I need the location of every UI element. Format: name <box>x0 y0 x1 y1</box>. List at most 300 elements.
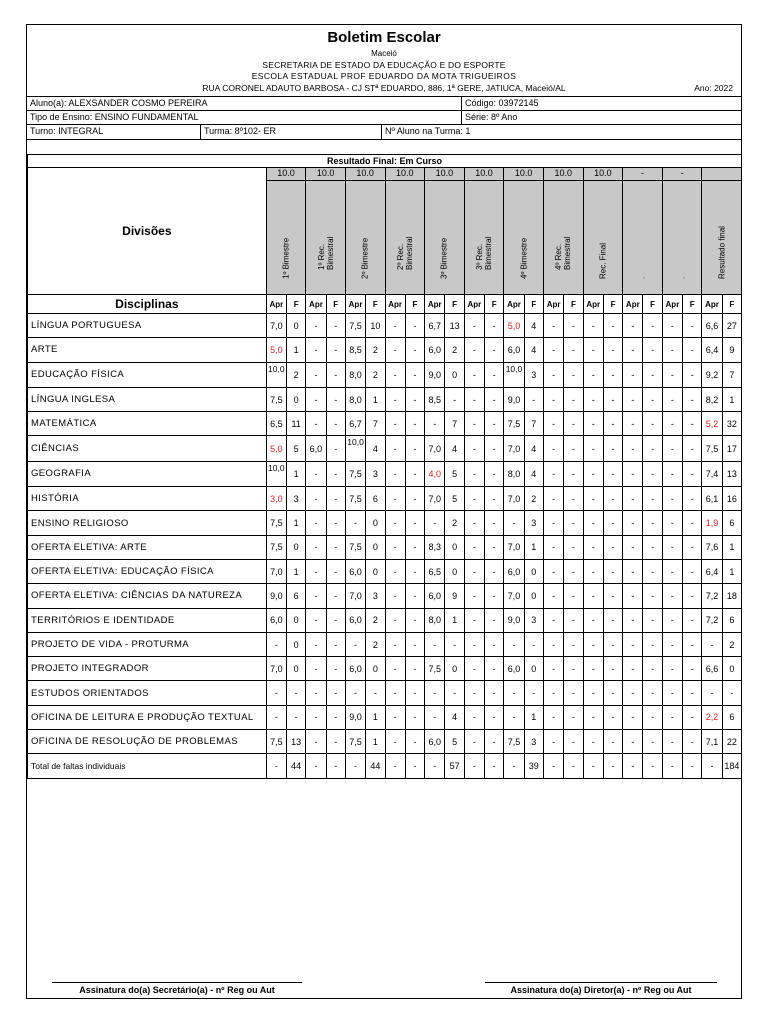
absence-cell: 5 <box>445 461 464 486</box>
absence-cell: - <box>683 436 702 461</box>
absence-cell: - <box>683 387 702 411</box>
absence-cell: - <box>564 657 583 681</box>
grade-cell: - <box>583 559 603 583</box>
absence-cell: 1 <box>286 559 305 583</box>
division-label: 2º Bimestre <box>360 237 370 279</box>
grade-cell: 6,6 <box>702 657 722 681</box>
grade-cell: 7,0 <box>504 535 524 559</box>
absence-cell: 2 <box>445 511 464 535</box>
grade-cell: - <box>623 338 643 362</box>
absence-cell: - <box>643 730 662 754</box>
absence-cell: - <box>683 511 702 535</box>
grade-cell: - <box>543 487 563 511</box>
absence-cell: - <box>485 362 504 387</box>
report-title: Boletim Escolar <box>327 29 441 46</box>
absence-cell: - <box>445 632 464 656</box>
absence-cell: - <box>683 730 702 754</box>
grade-cell: 6,0 <box>345 559 365 583</box>
absence-cell: 13 <box>445 314 464 338</box>
grade-cell: - <box>583 535 603 559</box>
grade-cell: - <box>662 487 682 511</box>
absence-cell: - <box>643 511 662 535</box>
grade-cell: - <box>543 461 563 486</box>
division-max: 10.0 <box>583 168 623 181</box>
subject-row <box>28 362 742 387</box>
grade-cell: - <box>425 412 445 436</box>
division-max: 10.0 <box>345 168 385 181</box>
absence-cell: 6 <box>722 608 741 632</box>
division-label: 1º Bimestre <box>281 237 291 279</box>
subject-row <box>28 730 742 754</box>
absence-cell: - <box>603 730 622 754</box>
absence-cell: - <box>643 632 662 656</box>
absence-cell: - <box>405 608 424 632</box>
absence-cell: - <box>485 754 504 778</box>
absence-cell: - <box>405 461 424 486</box>
absence-cell: - <box>485 535 504 559</box>
absence-cell: 4 <box>524 436 543 461</box>
apr-header: Apr <box>345 295 365 314</box>
grade-cell: - <box>583 412 603 436</box>
absence-cell: 0 <box>445 362 464 387</box>
grade-cell: 6,4 <box>702 338 722 362</box>
grade-cell: - <box>464 681 484 705</box>
absence-cell: - <box>326 387 345 411</box>
absence-cell: 3 <box>524 608 543 632</box>
grade-cell: - <box>543 338 563 362</box>
absence-cell: 22 <box>722 730 741 754</box>
absence-cell: - <box>683 362 702 387</box>
education-type: Tipo de Ensino: ENSINO FUNDAMENTAL <box>30 112 199 122</box>
grade-cell: 9,0 <box>504 608 524 632</box>
grade-cell: 3,0 <box>266 487 286 511</box>
absence-cell: - <box>564 412 583 436</box>
grade-cell: 8,5 <box>345 338 365 362</box>
absence-cell: 184 <box>722 754 741 778</box>
absence-cell: - <box>603 387 622 411</box>
grade-cell: - <box>662 461 682 486</box>
grade-cell: - <box>662 338 682 362</box>
grade-cell: - <box>543 314 563 338</box>
f-header: F <box>683 295 702 314</box>
absence-cell: - <box>286 705 305 729</box>
grade-cell: - <box>543 584 563 608</box>
city: Maceió <box>371 49 397 58</box>
report-card <box>26 24 742 999</box>
grade-cell: 1,9 <box>702 511 722 535</box>
subject-name: LÍNGUA PORTUGUESA <box>28 314 267 338</box>
absence-cell: - <box>524 387 543 411</box>
absence-cell: - <box>564 338 583 362</box>
absence-cell: 6 <box>286 584 305 608</box>
absence-cell: - <box>643 754 662 778</box>
absence-cell: - <box>405 730 424 754</box>
absence-cell: 44 <box>286 754 305 778</box>
grade-cell: - <box>464 436 484 461</box>
grade-cell: - <box>623 535 643 559</box>
absence-cell: 0 <box>366 535 385 559</box>
absence-cell: - <box>643 436 662 461</box>
grade-cell: 6,0 <box>345 657 365 681</box>
signature-director: Assinatura do(a) Diretor(a) - nº Reg ou Aut <box>510 985 692 995</box>
absence-cell: - <box>564 461 583 486</box>
absence-cell: 0 <box>524 559 543 583</box>
absence-cell: - <box>683 559 702 583</box>
grade-cell: 6,7 <box>345 412 365 436</box>
grade-cell: - <box>543 632 563 656</box>
division-max: 10.0 <box>306 168 346 181</box>
absence-cell: - <box>564 754 583 778</box>
division-label-cell <box>306 181 346 295</box>
grade-cell: 6,1 <box>702 487 722 511</box>
subject-row <box>28 338 742 362</box>
f-header: F <box>524 295 543 314</box>
grade-cell: 10,0 <box>504 362 524 387</box>
absence-cell: - <box>405 436 424 461</box>
grade-cell: - <box>425 681 445 705</box>
grade-cell: 7,1 <box>702 730 722 754</box>
grade-cell: - <box>623 730 643 754</box>
grade-cell: 6,0 <box>306 436 326 461</box>
grade-cell: 9,0 <box>345 705 365 729</box>
absence-cell: 7 <box>445 412 464 436</box>
division-label: . <box>637 276 647 279</box>
grade-cell: - <box>583 705 603 729</box>
grade-cell: 6,0 <box>266 608 286 632</box>
school-name: ESCOLA ESTADUAL PROF EDUARDO DA MOTA TRIGUEIROS <box>251 71 517 81</box>
subject-row <box>28 608 742 632</box>
absence-cell: - <box>683 608 702 632</box>
divisions-label: Divisões <box>28 168 267 295</box>
f-header: F <box>603 295 622 314</box>
grade-cell: - <box>583 657 603 681</box>
grade-cell: - <box>583 314 603 338</box>
grade-cell: 7,2 <box>702 584 722 608</box>
subject-row <box>28 436 742 461</box>
grade-cell: - <box>623 314 643 338</box>
subject-row <box>28 487 742 511</box>
absence-cell: - <box>326 338 345 362</box>
disciplines-label: Disciplinas <box>28 295 267 314</box>
grade-cell: 7,0 <box>266 559 286 583</box>
absence-cell: 6 <box>722 511 741 535</box>
grade-cell: - <box>504 511 524 535</box>
grade-cell: 6,0 <box>504 657 524 681</box>
absence-cell: - <box>603 559 622 583</box>
division-label: 2º Rec. Bimestral <box>395 236 414 270</box>
grade-cell: - <box>464 632 484 656</box>
grade-cell: - <box>464 657 484 681</box>
grade-cell: - <box>306 681 326 705</box>
grade-cell: - <box>662 754 682 778</box>
absence-cell: - <box>326 584 345 608</box>
absence-cell: 1 <box>286 338 305 362</box>
absence-cell: 1 <box>722 559 741 583</box>
grade-cell: - <box>623 511 643 535</box>
absence-cell: - <box>405 681 424 705</box>
grade-cell: - <box>623 608 643 632</box>
subject-name: Total de faltas individuais <box>28 754 267 778</box>
grade-cell: - <box>623 461 643 486</box>
subject-name: MATEMÁTICA <box>28 412 267 436</box>
apr-header: Apr <box>702 295 722 314</box>
grade-cell: 9,0 <box>504 387 524 411</box>
absence-cell: 0 <box>366 559 385 583</box>
absence-cell: - <box>445 387 464 411</box>
subject-name: EDUCAÇÃO FÍSICA <box>28 362 267 387</box>
grade-cell: - <box>623 436 643 461</box>
grade-cell: - <box>662 705 682 729</box>
subject-name: OFERTA ELETIVA: CIÊNCIAS DA NATUREZA <box>28 584 267 608</box>
division-max: 10.0 <box>464 168 504 181</box>
absence-cell: - <box>405 338 424 362</box>
absence-cell: - <box>603 584 622 608</box>
grade-cell: 7,5 <box>345 314 365 338</box>
f-header: F <box>485 295 504 314</box>
absence-cell: - <box>485 487 504 511</box>
grade-cell: - <box>662 412 682 436</box>
division-max: 10.0 <box>385 168 425 181</box>
absence-cell: - <box>485 338 504 362</box>
subject-name: HISTÓRIA <box>28 487 267 511</box>
grade-cell: - <box>385 314 405 338</box>
grade-cell: 10,0 <box>266 362 286 387</box>
absence-cell: 0 <box>524 657 543 681</box>
absence-cell: 0 <box>286 314 305 338</box>
grade-cell: - <box>623 487 643 511</box>
absence-cell: - <box>683 705 702 729</box>
absence-cell: 3 <box>524 730 543 754</box>
grade-cell: - <box>385 387 405 411</box>
absence-cell: - <box>683 487 702 511</box>
grade-cell: - <box>464 338 484 362</box>
absence-cell: - <box>326 730 345 754</box>
grade-cell: - <box>583 730 603 754</box>
absence-cell: - <box>643 314 662 338</box>
subject-row <box>28 681 742 705</box>
subject-name: LÍNGUA INGLESA <box>28 387 267 411</box>
absence-cell: - <box>603 511 622 535</box>
grade-cell: 8,0 <box>425 608 445 632</box>
absence-cell: - <box>564 362 583 387</box>
grade-cell: - <box>306 584 326 608</box>
grade-cell: - <box>583 608 603 632</box>
grade-cell: - <box>385 559 405 583</box>
grade-cell: 5,0 <box>504 314 524 338</box>
grade-cell: - <box>543 511 563 535</box>
absence-cell: 39 <box>524 754 543 778</box>
absence-cell: 0 <box>366 511 385 535</box>
division-label: 3º Bimestre <box>439 237 449 279</box>
absence-cell: - <box>603 314 622 338</box>
grade-cell: - <box>662 535 682 559</box>
division-label-cell <box>583 181 623 295</box>
division-label: Rec. Final <box>598 242 608 279</box>
absence-cell: - <box>524 632 543 656</box>
grade-cell: - <box>543 559 563 583</box>
absence-cell: 4 <box>445 436 464 461</box>
grade-cell: - <box>345 681 365 705</box>
grade-cell: 5,0 <box>266 436 286 461</box>
sub-header-row <box>28 295 742 314</box>
absence-cell: - <box>326 681 345 705</box>
grade-cell: 8,5 <box>425 387 445 411</box>
grade-cell: - <box>543 436 563 461</box>
subject-name: OFERTA ELETIVA: EDUCAÇÃO FÍSICA <box>28 559 267 583</box>
absence-cell: - <box>326 657 345 681</box>
final-result-row <box>28 155 742 168</box>
final-result: Resultado Final: Em Curso <box>28 155 742 168</box>
absence-cell: - <box>643 412 662 436</box>
absence-cell: - <box>643 608 662 632</box>
grade-cell: - <box>464 535 484 559</box>
absence-cell: - <box>603 461 622 486</box>
grade-cell: - <box>464 511 484 535</box>
grade-cell: 7,0 <box>504 584 524 608</box>
grade-cell: - <box>464 314 484 338</box>
division-label-cell <box>425 181 465 295</box>
absence-cell: 1 <box>524 535 543 559</box>
absence-cell: - <box>564 559 583 583</box>
absence-cell: - <box>326 314 345 338</box>
grade-cell: - <box>345 754 365 778</box>
absence-cell: 4 <box>524 314 543 338</box>
grade-cell: - <box>702 754 722 778</box>
subject-row <box>28 754 742 778</box>
grade-cell: 5,0 <box>266 338 286 362</box>
absence-cell: 3 <box>524 362 543 387</box>
grade-cell: - <box>464 730 484 754</box>
grade-cell: - <box>425 511 445 535</box>
f-header: F <box>366 295 385 314</box>
grade-cell: 6,0 <box>425 730 445 754</box>
grade-cell: - <box>385 535 405 559</box>
subject-row <box>28 705 742 729</box>
division-max: 10.0 <box>266 168 306 181</box>
grade-cell: 8,0 <box>504 461 524 486</box>
grade-cell: - <box>662 314 682 338</box>
grade-cell: - <box>425 705 445 729</box>
division-label: 4º Rec. Bimestral <box>554 236 573 270</box>
grade-cell: 7,4 <box>702 461 722 486</box>
apr-header: Apr <box>425 295 445 314</box>
grade-cell: - <box>266 681 286 705</box>
grade-cell: - <box>266 754 286 778</box>
grade-cell: - <box>662 387 682 411</box>
absence-cell: 1 <box>722 535 741 559</box>
absence-cell: 6 <box>722 705 741 729</box>
grade-cell: 9,0 <box>266 584 286 608</box>
absence-cell: - <box>564 535 583 559</box>
absence-cell: 7 <box>722 362 741 387</box>
absence-cell: - <box>564 681 583 705</box>
absence-cell: - <box>643 559 662 583</box>
grade-cell: - <box>662 632 682 656</box>
grade-cell: - <box>306 559 326 583</box>
grade-cell: - <box>583 754 603 778</box>
division-label-cell <box>702 181 742 295</box>
grade-cell: - <box>464 461 484 486</box>
grade-cell: - <box>385 338 405 362</box>
grade-cell: 8,0 <box>345 362 365 387</box>
grade-cell: - <box>583 436 603 461</box>
grade-cell: 7,5 <box>266 387 286 411</box>
absence-cell: 0 <box>722 657 741 681</box>
grade-cell: 7,5 <box>266 511 286 535</box>
absence-cell: - <box>683 535 702 559</box>
grade-cell: 10,0 <box>266 461 286 486</box>
grade-cell: - <box>543 535 563 559</box>
absence-cell: - <box>326 412 345 436</box>
grade-cell: - <box>306 705 326 729</box>
grade-cell: - <box>464 412 484 436</box>
grade-cell: - <box>425 754 445 778</box>
grade-cell: 7,5 <box>345 487 365 511</box>
absence-cell: - <box>603 535 622 559</box>
grade-cell: - <box>345 632 365 656</box>
grade-cell: - <box>425 632 445 656</box>
grade-cell: - <box>623 584 643 608</box>
grade-cell: - <box>543 412 563 436</box>
student-row <box>27 96 741 110</box>
grade-cell: 4,0 <box>425 461 445 486</box>
grade-cell: - <box>662 730 682 754</box>
apr-header: Apr <box>306 295 326 314</box>
grade-cell: - <box>385 584 405 608</box>
f-header: F <box>326 295 345 314</box>
absence-cell: - <box>485 436 504 461</box>
apr-header: Apr <box>662 295 682 314</box>
grade-cell: - <box>464 608 484 632</box>
subject-name: OFICINA DE LEITURA E PRODUÇÃO TEXTUAL <box>28 705 267 729</box>
absence-cell: - <box>326 461 345 486</box>
absence-cell: - <box>603 632 622 656</box>
grade-cell: - <box>583 461 603 486</box>
division-max: - <box>623 168 663 181</box>
absence-cell: - <box>564 387 583 411</box>
subject-name: TERRITÓRIOS E IDENTIDADE <box>28 608 267 632</box>
grade-cell: - <box>266 632 286 656</box>
absence-cell: - <box>564 608 583 632</box>
grade-cell: 9,0 <box>425 362 445 387</box>
absence-cell: 1 <box>286 461 305 486</box>
grade-cell: - <box>623 754 643 778</box>
grade-cell: 2,2 <box>702 705 722 729</box>
absence-cell: 1 <box>366 705 385 729</box>
subject-name: PROJETO DE VIDA - PROTURMA <box>28 632 267 656</box>
absence-cell: - <box>683 584 702 608</box>
grade-cell: - <box>385 705 405 729</box>
absence-cell: 0 <box>286 387 305 411</box>
apr-header: Apr <box>464 295 484 314</box>
grade-cell: - <box>306 412 326 436</box>
grade-cell: 7,2 <box>702 608 722 632</box>
grade-cell: - <box>543 387 563 411</box>
absence-cell: - <box>603 681 622 705</box>
grade-cell: - <box>583 681 603 705</box>
absence-cell: - <box>524 681 543 705</box>
grade-cell: 5,2 <box>702 412 722 436</box>
absence-cell: - <box>683 754 702 778</box>
grade-cell: 7,0 <box>266 657 286 681</box>
absence-cell: - <box>405 412 424 436</box>
absence-cell: 1 <box>722 387 741 411</box>
absence-cell: 4 <box>366 436 385 461</box>
grade-cell: 8,2 <box>702 387 722 411</box>
absence-cell: - <box>485 461 504 486</box>
absence-cell: 4 <box>524 461 543 486</box>
student-name: Aluno(a): ALEXSANDER COSMO PEREIRA <box>30 98 208 108</box>
